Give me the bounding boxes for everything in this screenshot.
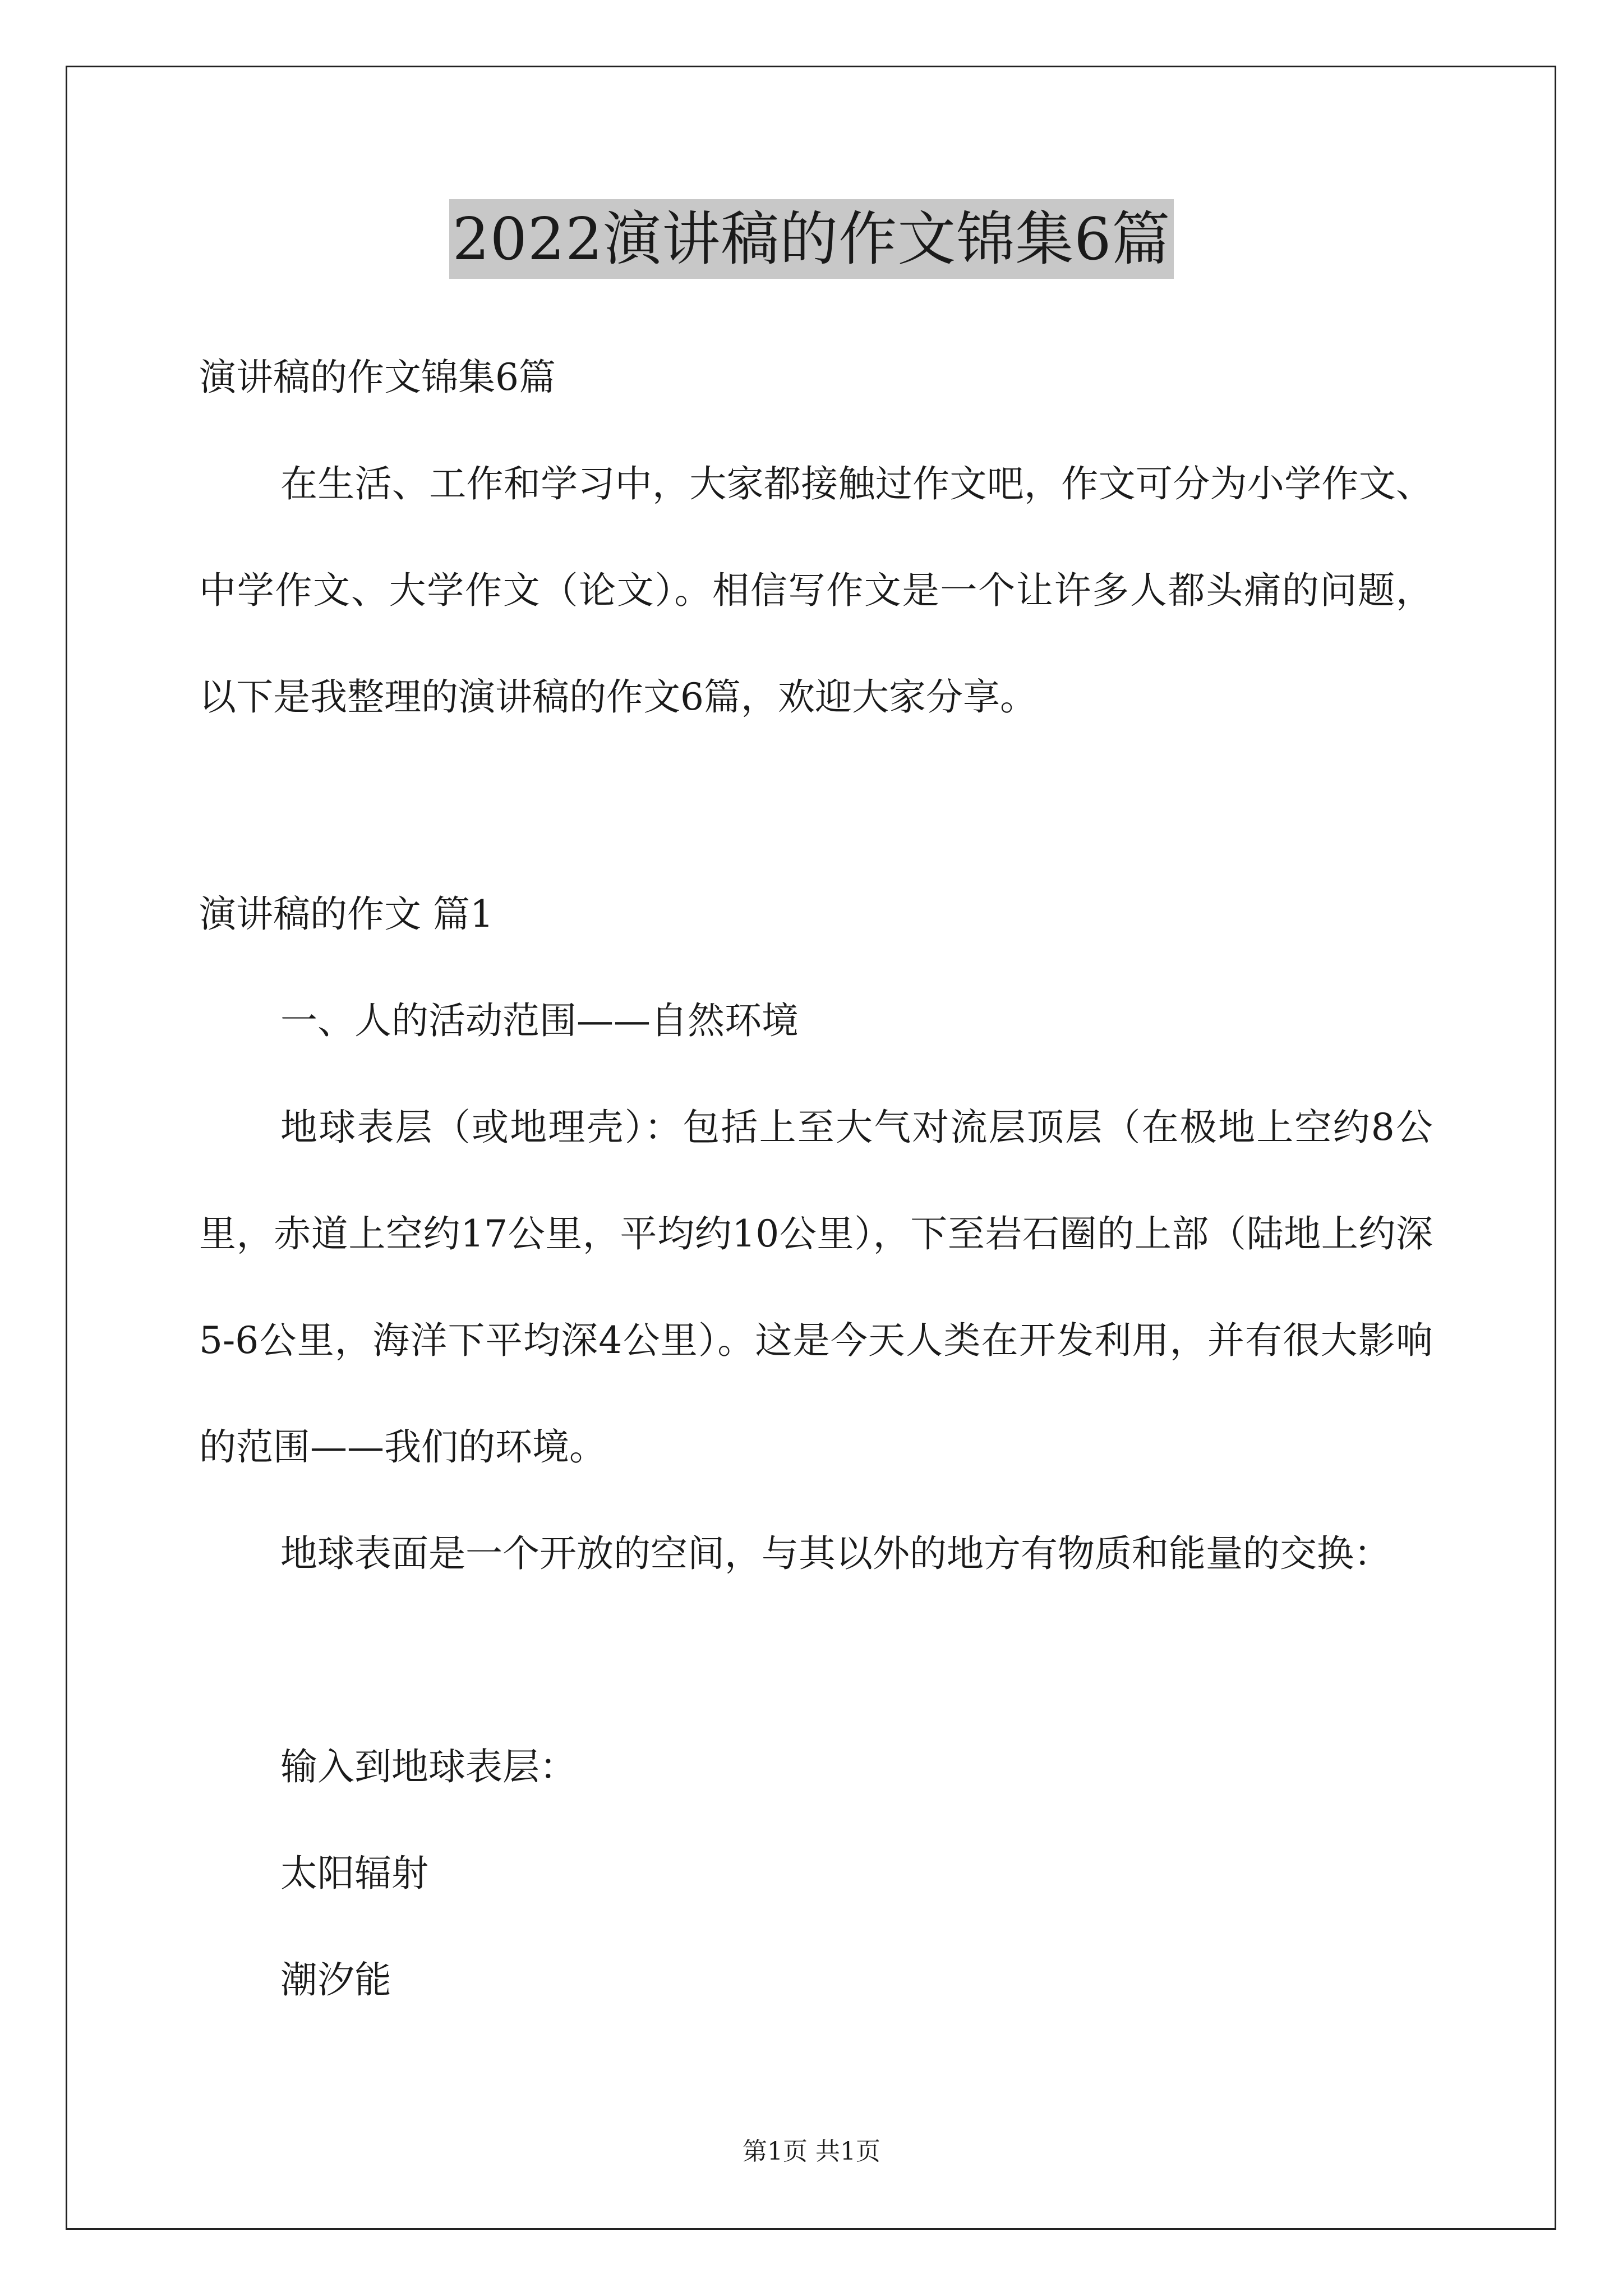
surface-paragraph: 地球表层（或地理壳）：包括上至大气对流层顶层（在极地上空约8公里，赤道上空约17公里，平均约10公里），下至岩石圈的上部（陆地上约深5-6公里，海洋下平均深4公里）。这是今天人类在开发利用，并有很大影响的范围——我们的环境。 [199, 1106, 1433, 1469]
document-title: 2022演讲稿的作文锦集6篇 [449, 199, 1174, 279]
section-heading: 演讲稿的作文 篇1 [199, 892, 494, 936]
list-item-solar-radiation: 太阳辐射 [280, 1852, 428, 1895]
title-container [0, 199, 1623, 279]
exchange-paragraph: 地球表面是一个开放的空间，与其以外的地方有物质和能量的交换： [280, 1532, 1391, 1575]
input-heading: 输入到地球表层： [280, 1745, 577, 1788]
list-item-tidal-energy: 潮汐能 [280, 1958, 391, 2001]
page-footer: 第1页 共1页 [743, 2137, 880, 2166]
document-subtitle: 演讲稿的作文锦集6篇 [199, 356, 556, 399]
sub-heading: 一、人的活动范围——自然环境 [280, 999, 799, 1042]
intro-paragraph: 在生活、工作和学习中，大家都接触过作文吧，作文可分为小学作文、中学作文、大学作文（论文）。相信写作文是一个让许多人都头痛的问题，以下是我整理的演讲稿的作文6篇，欢迎大家分享。 [199, 462, 1433, 719]
